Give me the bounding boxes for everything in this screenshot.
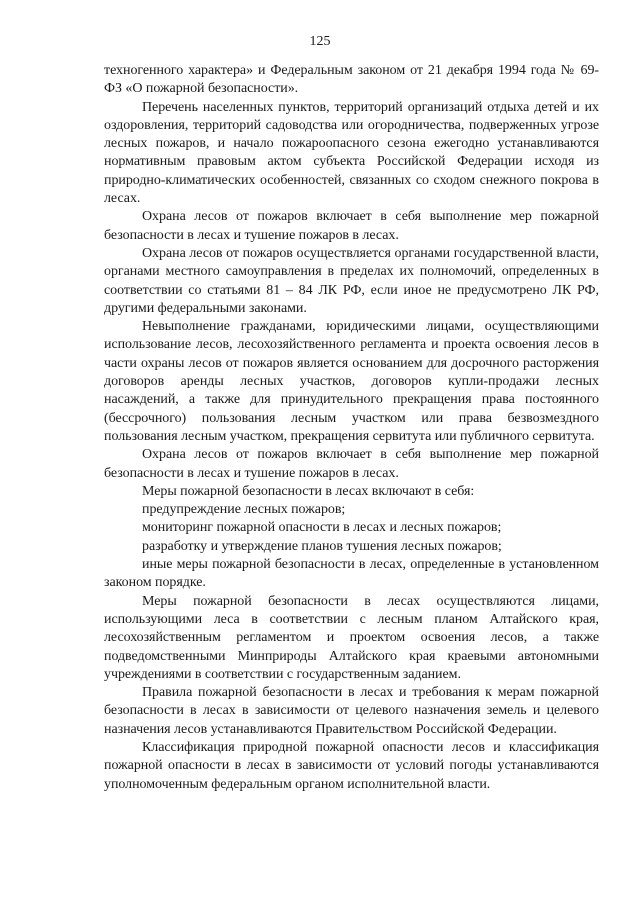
- paragraph: Охрана лесов от пожаров включает в себя выполнение мер пожарной безопасности в лесах и тушение пожаров в лесах.: [104, 447, 599, 481]
- paragraph: Классификация природной пожарной опасности лесов и классификация пожарной опасности в лесах в зависимости от условий погоды устанавливаются уполномоченным федеральным органом исполнительной власти.: [104, 739, 599, 792]
- paragraph: Перечень населенных пунктов, территорий организаций отдыха детей и их оздоровления, территорий садоводства или огородничества, подверженных угрозе лесных пожаров, и начало пожароопасного сезона ежегодно устанавливаются нормативным правовым актом субъекта Российской Федерации исходя из природно-климатических особенностей, связанных со сходом снежного покрова в лесах.: [104, 99, 599, 207]
- list-item: предупреждение лесных пожаров;: [142, 502, 346, 518]
- paragraph: Меры пожарной безопасности в лесах осуществляются лицами, использующими леса в соответствии с лесным планом Алтайского края, лесохозяйственным регламентом и проектом освоения лесов, а также подведомственными Минприроды Алтайского края краевыми автономными учреждениями в соответствии с государственным заданием.: [104, 593, 599, 682]
- list-item: мониторинг пожарной опасности в лесах и лесных пожаров;: [142, 520, 502, 536]
- paragraph: Правила пожарной безопасности в лесах и требования к мерам пожарной безопасности в лесах в зависимости от целевого назначения земель и целевого назначения лесов устанавливаются Правительством Российской Федерации.: [104, 685, 599, 737]
- list-item: иные меры пожарной безопасности в лесах, определенные в установленном законом порядке.: [104, 557, 599, 591]
- paragraph: Меры пожарной безопасности в лесах включают в себя:: [142, 483, 475, 499]
- paragraph-continuation: техногенного характера» и Федеральным законом от 21 декабря 1994 года № 69-ФЗ «О пожарной безопасности».: [104, 63, 599, 97]
- paragraph: Охрана лесов от пожаров включает в себя выполнение мер пожарной безопасности в лесах и тушение пожаров в лесах.: [104, 209, 599, 243]
- list-item: разработку и утверждение планов тушения лесных пожаров;: [142, 538, 502, 554]
- page-number: 125: [309, 34, 331, 49]
- paragraph: Невыполнение гражданами, юридическими лицами, осуществляющими использование лесов, лесохозяйственного регламента и проекта освоения лесов в части охраны лесов от пожаров является основанием для досрочного расторжения договоров аренды лесных участков, договоров купли-продажи лесных насаждений, а также для принудительного прекращения права постоянного (бессрочного) пользования лесным участком или права безвозмездного пользования лесным участком, прекращения сервитута или публичного сервитута.: [104, 319, 599, 444]
- paragraph: Охрана лесов от пожаров осуществляется органами государственной власти, органами местного самоуправления в пределах их полномочий, определенных в соответствии со статьями 81 – 84 ЛК РФ, если иное не предусмотрено ЛК РФ, другими федеральными законами.: [104, 245, 599, 316]
- document-body: [104, 62, 599, 794]
